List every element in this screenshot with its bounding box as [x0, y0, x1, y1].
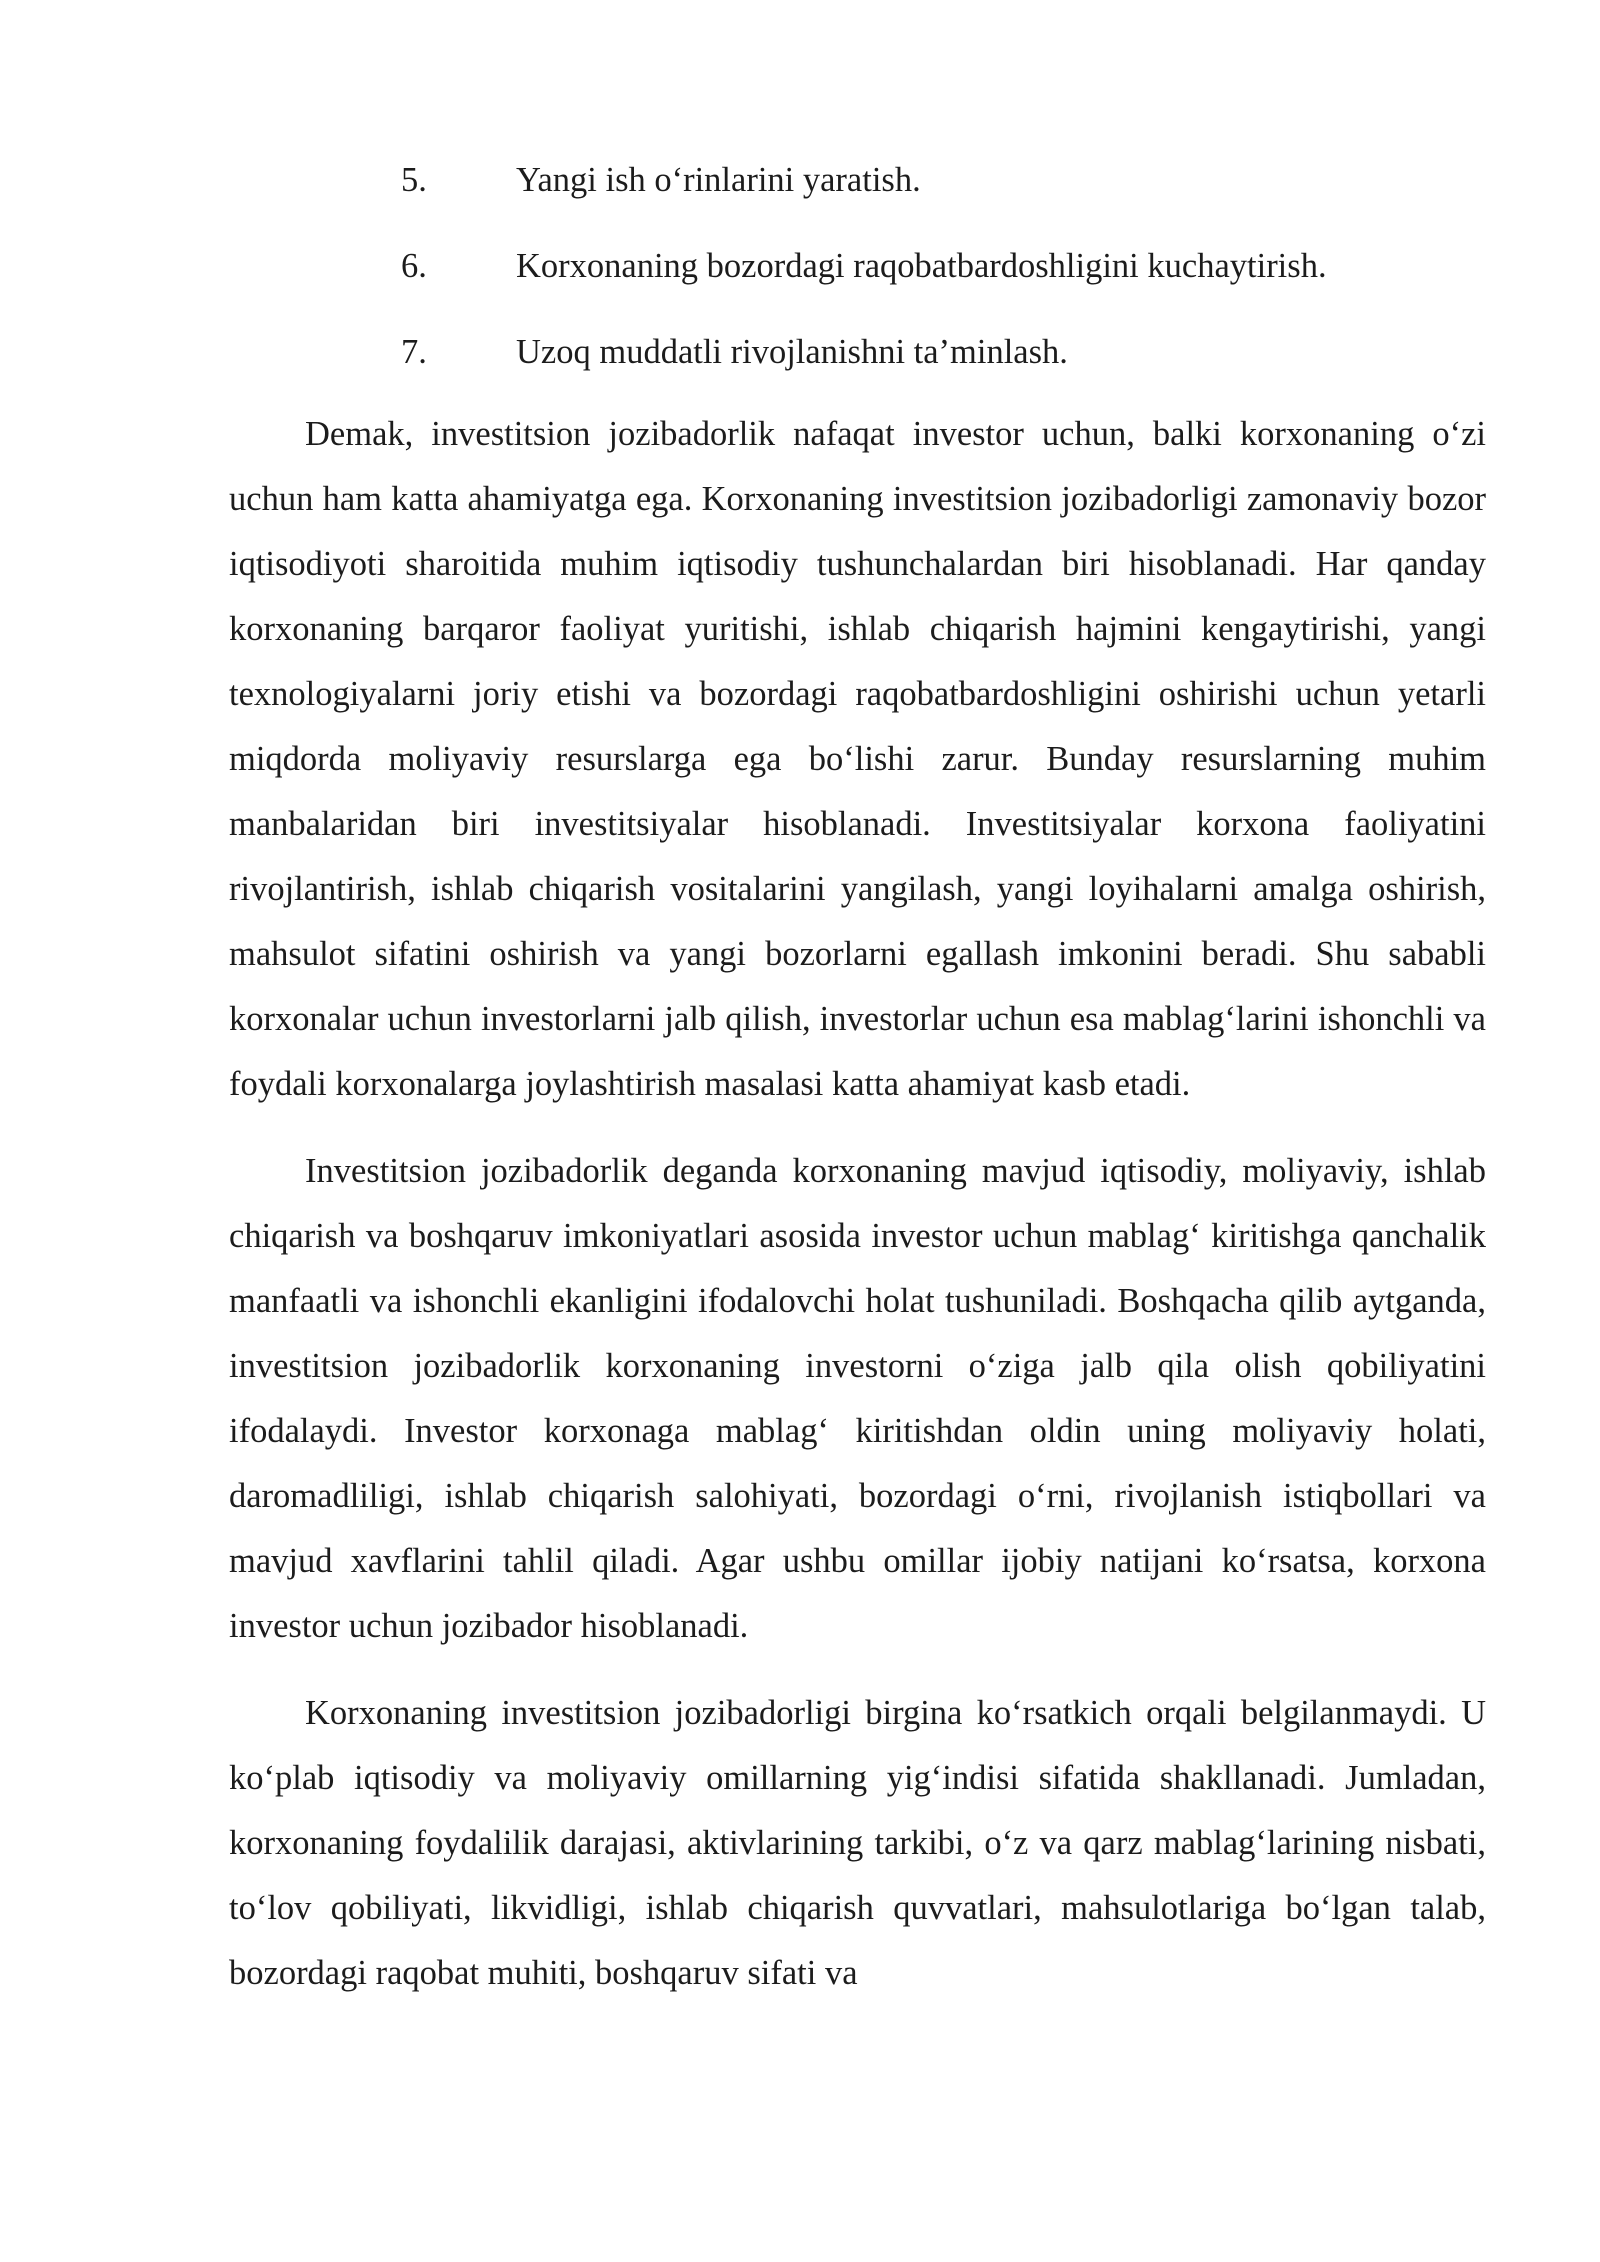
list-item-text: Uzoq muddatli rivojlanishni ta’minlash. — [516, 333, 1068, 371]
list-item-number: 5. — [401, 161, 427, 199]
paragraph-importance: Demak, investitsion jozibadorlik nafaqat investor uchun, balki korxonaning o‘zi uchun ham katta ahamiyatga ega. Korxonaning investitsion jozibadorligi zamonaviy bozor iqtisodiyoti sharoitida muhim iqtisodiy tushunchalardan biri hisoblanadi. Har qanday korxonaning barqaror faoliyat yuritishi, ishlab chiqarish hajmini kengaytirishi, yangi texnologiyalarni joriy etishi va bozordagi raqobatbardoshligini oshirishi uchun yetarli miqdorda moliyaviy resurslarga ega bo‘lishi zarur. Bunday resurslarning muhim manbalaridan biri investitsiyalar hisoblanadi. Investitsiyalar korxona faoliyatini rivojlantirish, ishlab chiqarish vositalarini yangilash, yangi loyihalarni amalga oshirish, mahsulot sifatini oshirish va yangi bozorlarni egallash imkonini beradi. Shu sababli korxonalar uchun investorlarni jalb qilish, investorlar uchun esa mablag‘larini ishonchli va foydali korxonalarga joylashtirish masalasi katta ahamiyat kasb etadi. — [229, 415, 1486, 1103]
numbered-list — [229, 148, 1486, 385]
list-item-text: Korxonaning bozordagi raqobatbardoshligini kuchaytirish. — [516, 247, 1327, 285]
list-item-number: 7. — [401, 333, 427, 371]
list-item — [229, 148, 1486, 213]
paragraph-definition: Investitsion jozibadorlik deganda korxonaning mavjud iqtisodiy, moliyaviy, ishlab chiqarish va boshqaruv imkoniyatlari asosida investor uchun mablag‘ kiritishga qanchalik manfaatli va ishonchli ekanligini ifodalovchi holat tushuniladi. Boshqacha qilib aytganda, investitsion jozibadorlik korxonaning investorni o‘ziga jalb qila olish qobiliyatini ifodalaydi. Investor korxonaga mablag‘ kiritishdan oldin uning moliyaviy holati, daromadliligi, ishlab chiqarish salohiyati, bozordagi o‘rni, rivojlanish istiqbollari va mavjud xavflarini tahlil qiladi. Agar ushbu omillar ijobiy natijani ko‘rsatsa, korxona investor uchun jozibador hisoblanadi. — [229, 1152, 1486, 1645]
list-item — [229, 234, 1486, 299]
list-item — [229, 320, 1486, 385]
list-item-number: 6. — [401, 247, 427, 285]
document-page — [229, 148, 1486, 2028]
paragraph-factors: Korxonaning investitsion jozibadorligi birgina ko‘rsatkich orqali belgilanmaydi. U ko‘plab iqtisodiy va moliyaviy omillarning yig‘indisi sifatida shakllanadi. Jumladan, korxonaning foydalilik darajasi, aktivlarining tarkibi, o‘z va qarz mablag‘larining nisbati, to‘lov qobiliyati, likvidligi, ishlab chiqarish quvvatlari, mahsulotlariga bo‘lgan talab, bozordagi raqobat muhiti, boshqaruv sifati va — [229, 1694, 1486, 1992]
list-item-text: Yangi ish o‘rinlarini yaratish. — [516, 161, 921, 199]
